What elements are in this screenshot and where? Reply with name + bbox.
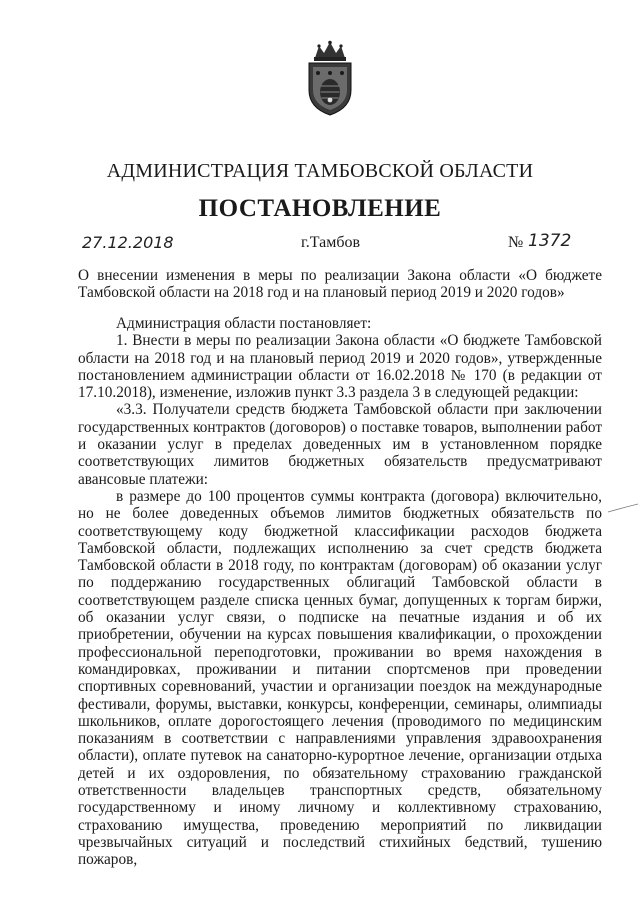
handwritten-number: 1372	[528, 231, 572, 251]
document-type: ПОСТАНОВЛЕНИЕ	[198, 195, 442, 222]
paragraph-intro: Администрация области постановляет:	[116, 315, 372, 332]
number-sign: №	[508, 234, 524, 251]
paragraph-item-1: 1. Внести в меры по реализации Закона области «О бюджете Тамбовской области на 2018 год и на плановый период 2019 и 2020 годов», утвержденные постановлением администрации области от 16.02.2018 № 170 (в редакции от 17.10.2018), изменение, изложив пункт 3.3 раздела 3 в следующей редакции:	[78, 332, 602, 402]
margin-pen-mark	[606, 502, 640, 514]
paragraph-item-3-3: «3.3. Получатели средств бюджета Тамбовской области при заключении государственных контрактов (договоров) о поставке товаров, выполнении работ и оказании услуг в пределах доведенных им в установленном порядке соответствующих лимитов бюджетных обязательств предусматривают авансовые платежи:	[78, 401, 602, 488]
handwritten-date: 27.12.2018	[82, 233, 174, 252]
coat-of-arms-icon	[305, 40, 355, 116]
agency-title: АДМИНИСТРАЦИЯ ТАМБОВСКОЙ ОБЛАСТИ	[106, 160, 534, 182]
city-label: г.Тамбов	[301, 234, 361, 251]
document-body	[78, 315, 602, 869]
paragraph-advance-payments: в размере до 100 процентов суммы контракта (договора) включительно, но не более доведенных объемов лимитов бюджетных обязательств по соответствующему коду бюджетной классификации расходов бюджета Тамбовской области, подлежащих исполнению за счет средств бюджета Тамбовской области в 2018 году, по контрактам (договорам) об оказании услуг по поддержанию государственных облигаций Тамбовской области в соответствующем разделе списка ценных бумаг, допущенных к торгам биржи, об оказании услуг связи, о подписке на печатные издания и об их приобретении, обучении на курсах повышения квалификации, о прохождении профессиональной переподготовки, проживании во время нахождения в командировках, проживании и питании спортсменов при проведении спортивных соревнований, участии и организации поездок на международные фестивали, форумы, выставки, конкурсы, конференции, семинары, олимпиады школьников, оплате дорогостоящего лечения (проводимого по медицинским показаниям в соответствии с направлениями управления здравоохранения области), оплате путевок на санаторно-курортное лечение, организации отдыха детей и их оздоровления, по обязательному страхованию гражданской ответственности владельцев транспортных средств, обязательному государственному и иному личному и коллективному страхованию, страхованию имущества, проведению мероприятий по ликвидации чрезвычайных ситуаций и последствий стихийных бедствий, тушению пожаров,	[78, 487, 602, 869]
document-subject: О внесении изменения в меры по реализации Закона области «О бюджете Тамбовской области на 2018 год и на плановый период 2019 и 2020 годов»	[78, 267, 602, 301]
